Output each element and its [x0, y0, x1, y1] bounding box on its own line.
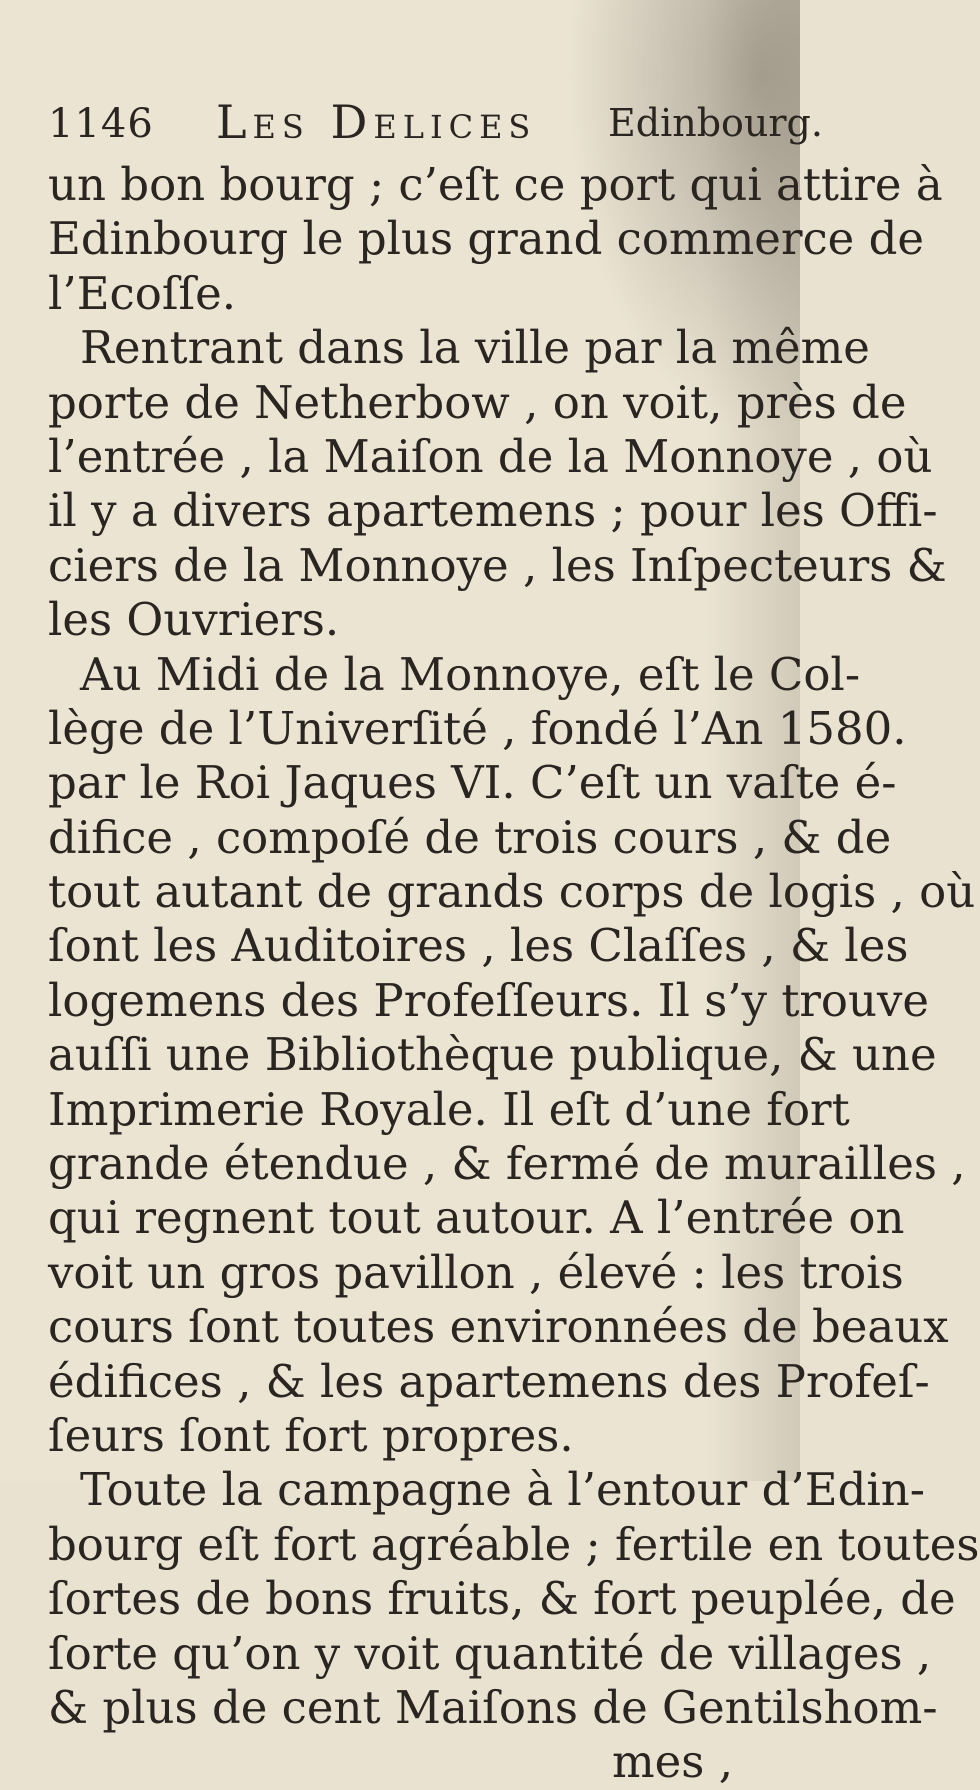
body-text	[48, 158, 980, 1790]
text-line: cours ſont toutes environnées de beaux	[48, 1300, 949, 1354]
text-line: tout autant de grands corps de logis , où	[48, 865, 976, 919]
text-line: ſeurs ſont fort propres.	[48, 1408, 574, 1462]
text-line: Imprimerie Royale. Il eſt d’une fort	[48, 1082, 850, 1136]
running-header-right: Edinbourg.	[608, 101, 823, 145]
text-line: les Ouvriers.	[48, 593, 340, 647]
text-line: édifices , & les apartemens des Profeſ-	[48, 1354, 930, 1408]
text-line: l’entrée , la Maiſon de la Monnoye , où	[48, 429, 933, 483]
text-line: grande étendue , & fermé de murailles ,	[48, 1137, 966, 1191]
text-line: logemens des Profeſſeurs. Il s’y trouve	[48, 973, 930, 1027]
text-line: il y a divers apartemens ; pour les Offi-	[48, 484, 938, 538]
text-line: un bon bourg ; c’eſt ce port qui attire à	[48, 158, 943, 211]
text-line: difice , compoſé de trois cours , & de	[48, 810, 892, 864]
catchword: mes ,	[612, 1735, 734, 1789]
text-line: ciers de la Monnoye , les Inſpecteurs &	[48, 538, 947, 592]
text-line: Toute la campagne à l’entour d’Edin-	[80, 1463, 925, 1517]
text-line: Rentrant dans la ville par la même	[80, 321, 870, 375]
running-title: Les Delices	[216, 95, 537, 149]
text-line: Edinbourg le plus grand commerce de	[48, 212, 925, 266]
text-line: ſont les Auditoires , les Claſſes , & les	[48, 919, 909, 973]
text-line: Au Midi de la Monnoye, eſt le Col-	[80, 647, 861, 701]
text-line: lège de l’Univerſité , fondé l’An 1580.	[48, 701, 907, 755]
text-line: & plus de cent Maiſons de Gentilshom-	[48, 1680, 938, 1734]
text-line: qui regnent tout autour. A l’entrée on	[48, 1191, 905, 1245]
text-line: l’Ecoſſe.	[48, 266, 237, 320]
text-line: voit un gros pavillon , élevé : les trois	[48, 1245, 904, 1299]
text-line: auſſi une Bibliothèque publique, & une	[48, 1028, 937, 1082]
text-line: ſortes de bons fruits, & fort peuplée, de	[48, 1572, 956, 1626]
text-line: par le Roi Jaques VI. C’eſt un vaſte é-	[48, 756, 897, 810]
page-number: 1146	[48, 101, 154, 147]
text-line: bourg eſt fort agréable ; fertile en toutes	[48, 1517, 980, 1571]
text-line: porte de Netherbow , on voit, près de	[48, 375, 907, 429]
page-header	[48, 95, 823, 157]
text-line: ſorte qu’on y voit quantité de villages ,	[48, 1626, 932, 1680]
